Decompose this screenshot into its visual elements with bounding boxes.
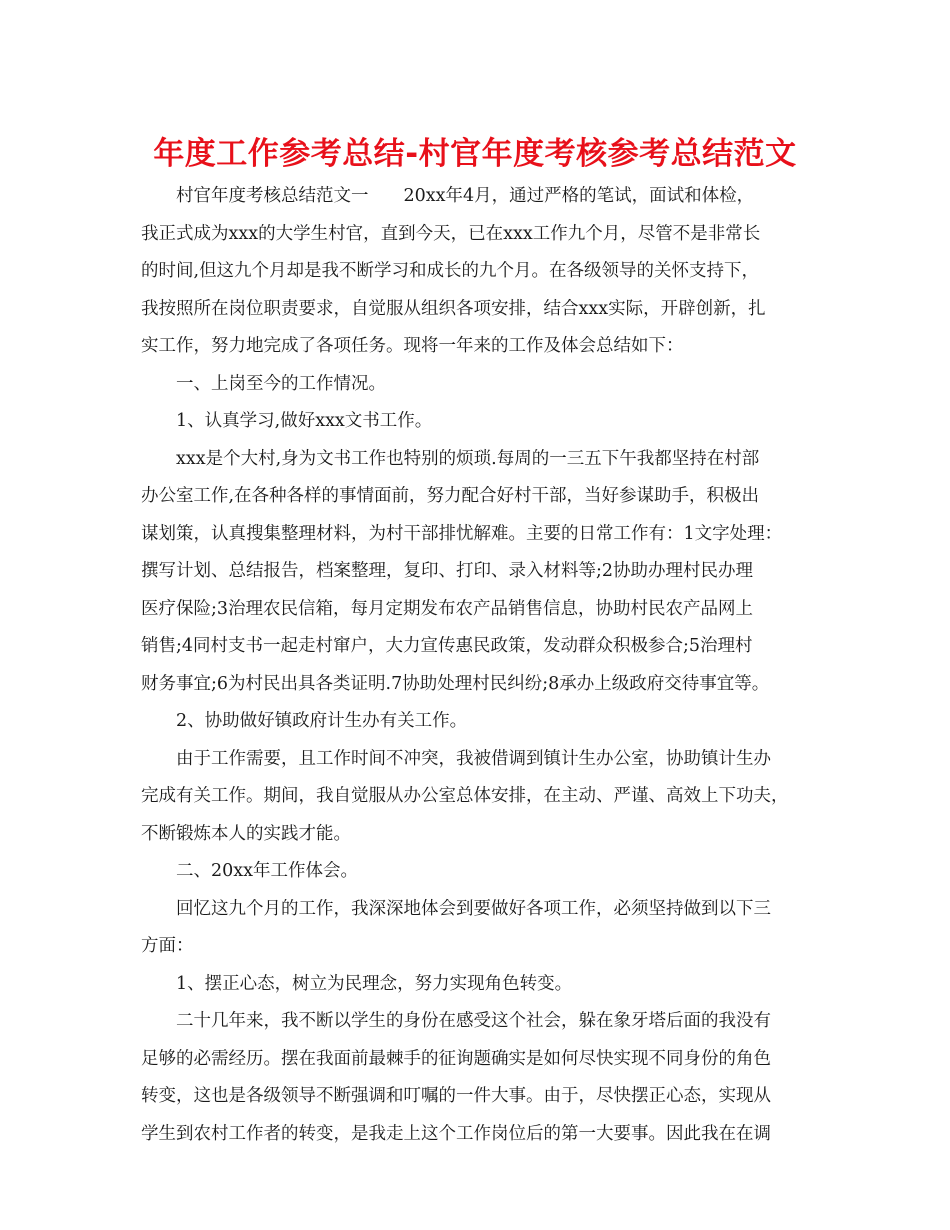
paragraph-line: 转变，这也是各级领导不断强调和叮嘱的一件大事。由于，尽快摆正心态，实现从 (141, 1086, 771, 1106)
paragraph-line: 学生到农村工作者的转变，是我走上这个工作岗位后的第一大要事。因此我在在调 (141, 1123, 771, 1144)
paragraph-line: 一、上岗至今的工作情况。 (176, 373, 386, 394)
paragraph-line: 足够的必需经历。摆在我面前最棘手的征询题确实是如何尽快实现不同身份的角色 (141, 1048, 771, 1069)
paragraph-line: 回忆这九个月的工作，我深深地体会到要做好各项工作，必须坚持做到以下三 (176, 898, 771, 919)
paragraph-line: 财务事宜;6为村民出具各类证明.7协助处理村民纠纷;8承办上级政府交待事宜等。 (141, 673, 770, 694)
paragraph-line: 二、20xx年工作体会。 (176, 861, 359, 881)
paragraph-line: 销售;4同村支书一起走村窜户，大力宣传惠民政策，发动群众积极参合;5治理村 (141, 636, 753, 656)
paragraph-line: 1、认真学习,做好xxx文书工作。 (176, 411, 433, 431)
paragraph-line: 1、摆正心态，树立为民理念，努力实现角色转变。 (176, 973, 573, 994)
paragraph-line: 医疗保险;3治理农民信箱，每月定期发布农产品销售信息，协助村民农产品网上 (141, 598, 754, 619)
paragraph-line: 我按照所在岗位职责要求，自觉服从组织各项安排，结合xxx实际，开辟创新，扎 (141, 298, 766, 319)
paragraph-line: 我正式成为xxx的大学生村官，直到今天，已在xxx工作九个月，尽管不是非常长 (141, 223, 761, 244)
paragraph-line: 不断锻炼本人的实践才能。 (141, 823, 351, 844)
document-title: 年度工作参考总结-村官年度考核参考总结范文 (153, 136, 797, 172)
paragraph-line: 办公室工作,在各种各样的事情面前，努力配合好村干部，当好参谋助手，积极出 (141, 486, 760, 506)
paragraph-line: 实工作，努力地完成了各项任务。现将一年来的工作及体会总结如下： (141, 336, 684, 356)
paragraph-line: 的时间,但这九个月却是我不断学习和成长的九个月。在各级领导的关怀支持下， (141, 261, 760, 281)
paragraph-line: 2、协助做好镇政府计生办有关工作。 (176, 711, 468, 731)
paragraph-line: xxx是个大村,身为文书工作也特别的烦琐.每周的一三五下午我都坚持在村部 (176, 448, 760, 469)
paragraph-line: 二十几年来，我不断以学生的身份在感受这个社会，躲在象牙塔后面的我没有 (176, 1011, 771, 1031)
paragraph-line: 由于工作需要，且工作时间不冲突，我被借调到镇计生办公室，协助镇计生办 (176, 748, 771, 769)
paragraph-line: 方面： (141, 936, 194, 956)
document-body (141, 178, 821, 1153)
paragraph-line: 完成有关工作。期间，我自觉服从办公室总体安排，在主动、严谨、高效上下功夫， (141, 786, 789, 806)
paragraph-line: 撰写计划、总结报告，档案整理，复印、打印、录入材料等;2协助办理村民办理 (141, 561, 754, 581)
paragraph-line: 谋划策，认真搜集整理材料，为村干部排忧解难。主要的日常工作有：1文字处理： (141, 523, 783, 544)
paragraph-line: 村官年度考核总结范文一 20xx年4月，通过严格的笔试，面试和体检， (176, 186, 755, 206)
